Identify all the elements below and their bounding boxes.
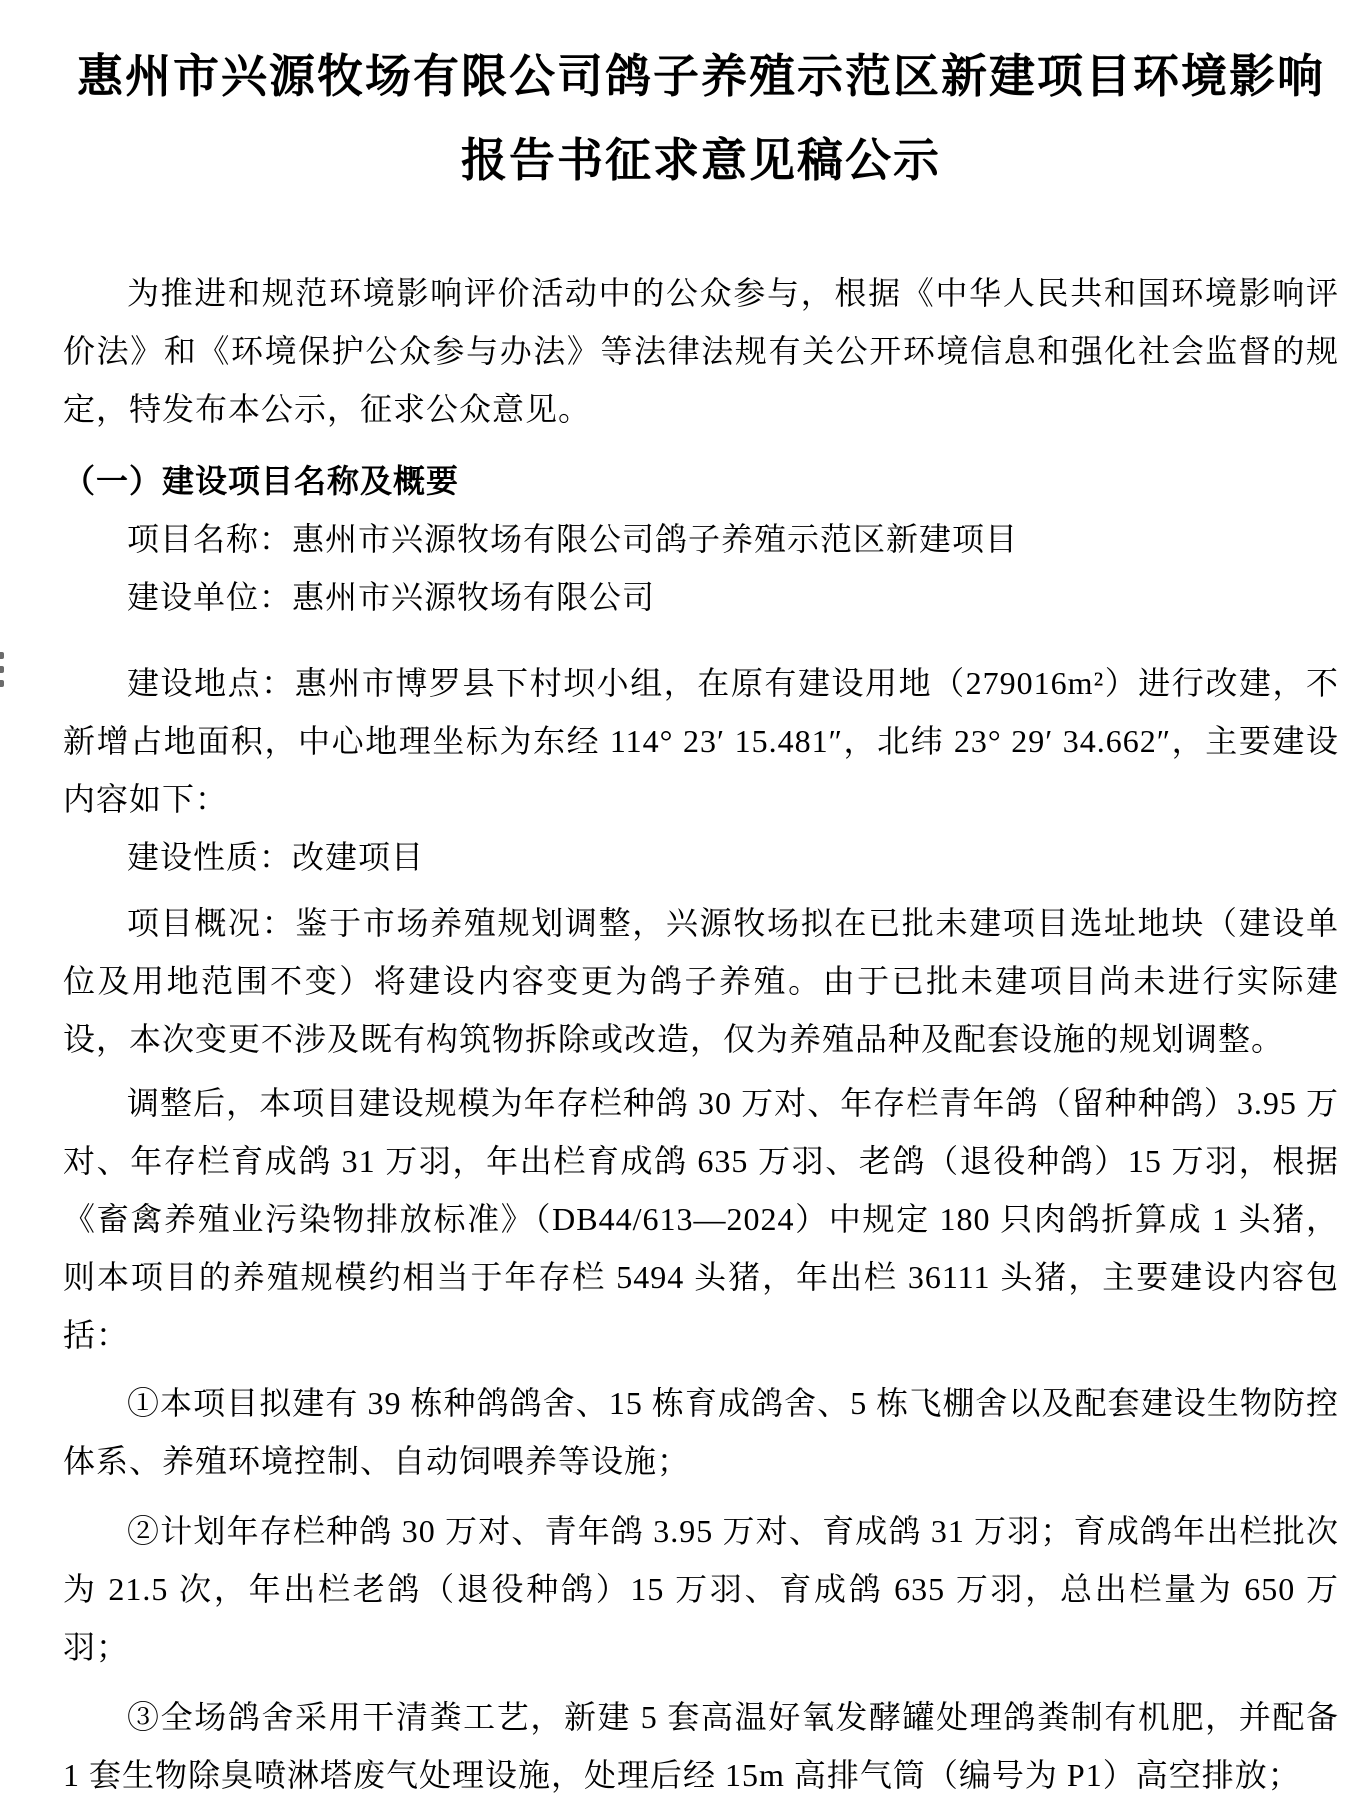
para-intro: 为推进和规范环境影响评价活动中的公众参与，根据《中华人民共和国环境影响评价法》和《环境保护公众参与办法》等法律法规有关公开环境信息和强化社会监督的规定，特发布本公示，征求公众意见。 <box>63 275 1339 427</box>
para-overview: 项目概况：鉴于市场养殖规划调整，兴源牧场拟在已批未建项目选址地块（建设单位及用地范围不变）将建设内容变更为鸽子养殖。由于已批未建项目尚未进行实际建设，本次变更不涉及既有构筑物拆除或改造，仅为养殖品种及配套设施的规划调整。 <box>63 905 1339 1057</box>
para-item-2: ②计划年存栏种鸽 30 万对、青年鸽 3.95 万对、育成鸽 31 万羽；育成鸽年出栏批次为 21.5 次，年出栏老鸽（退役种鸽）15 万羽、育成鸽 635 万羽，总出栏量为 650 万羽； <box>63 1513 1339 1665</box>
ellipsis-dot <box>0 680 4 687</box>
heading-section-1: （一）建设项目名称及概要 <box>63 463 460 499</box>
document-title-line1: 惠州市兴源牧场有限公司鸽子养殖示范区新建项目环境影响 <box>77 51 1325 102</box>
para-scale: 调整后，本项目建设规模为年存栏种鸽 30 万对、年存栏青年鸽（留种种鸽）3.95 万对、年存栏育成鸽 31 万羽，年出栏育成鸽 635 万羽、老鸽（退役种鸽）15 万羽，根据《畜禽养殖业污染物排放标准》（DB44/613—2024）中规定 180 只肉鸽折算成 1 头猪，则本项目的养殖规模约相当于年存栏 5494 头猪，年出栏 36111 头猪，主要建设内容包括： <box>63 1085 1339 1353</box>
vertical-ellipsis-icon <box>0 652 7 694</box>
ellipsis-dot <box>0 666 4 673</box>
document-title-line2: 报告书征求意见稿公示 <box>461 135 941 186</box>
para-item-3: ③全场鸽舍采用干清粪工艺，新建 5 套高温好氧发酵罐处理鸽粪制有机肥，并配备 1 套生物除臭喷淋塔废气处理设施，处理后经 15m 高排气筒（编号为 P1）高空排放； <box>63 1699 1339 1793</box>
ellipsis-dot <box>0 652 4 659</box>
document-title <box>63 35 1339 203</box>
para-construction-unit: 建设单位：惠州市兴源牧场有限公司 <box>127 579 656 615</box>
para-location: 建设地点：惠州市博罗县下村坝小组，在原有建设用地（279016m²）进行改建，不新增占地面积，中心地理坐标为东经 114° 23′ 15.481″，北纬 23° 29′ 34.662″，主要建设内容如下： <box>63 665 1339 817</box>
para-item-1: ①本项目拟建有 39 栋种鸽鸽舍、15 栋育成鸽舍、5 栋飞棚舍以及配套建设生物防控体系、养殖环境控制、自动饲喂养等设施； <box>63 1385 1339 1479</box>
para-nature: 建设性质：改建项目 <box>127 839 425 875</box>
para-project-name: 项目名称：惠州市兴源牧场有限公司鸽子养殖示范区新建项目 <box>127 521 1019 557</box>
document-body <box>63 264 1339 1804</box>
